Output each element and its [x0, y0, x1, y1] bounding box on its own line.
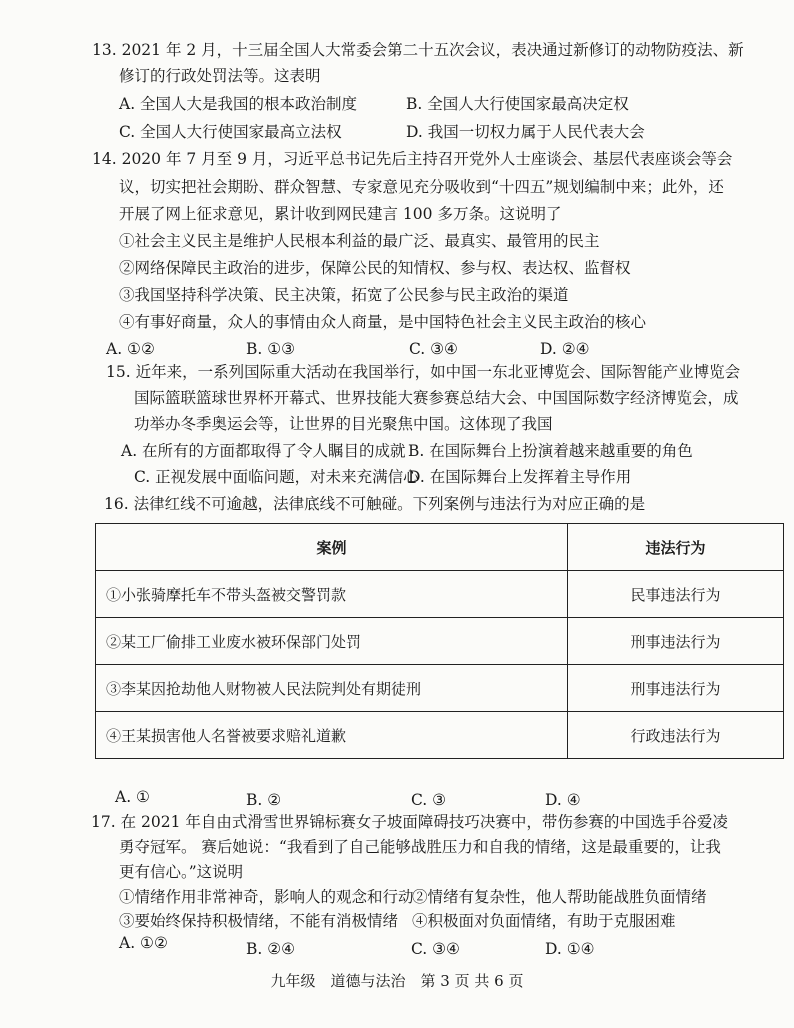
table-cell-violation: 行政违法行为	[568, 712, 784, 759]
q13-option-c: C. 全国人大行使国家最高立法权	[119, 123, 342, 141]
table-cell-case: ③李某因抢劫他人财物被人民法院判处有期徒刑	[96, 665, 568, 712]
q16-option-a: A. ①	[115, 788, 150, 806]
table-cell-violation: 刑事违法行为	[568, 618, 784, 665]
q13-option-d: D. 我国一切权力属于人民代表大会	[406, 123, 645, 141]
q14-option-d: D. ②④	[540, 340, 590, 358]
q13-option-b: B. 全国人大行使国家最高决定权	[406, 95, 629, 113]
q17-stem-line1: 17. 在 2021 年自由式滑雪世界锦标赛女子坡面障碍技巧决赛中，带伤参赛的中国选手谷爱凌	[91, 813, 728, 831]
q17-item-2: ②情绪有复杂性，他人帮助能战胜负面情绪	[412, 888, 707, 906]
q17-option-b: B. ②④	[246, 940, 296, 958]
q17-stem-line3: 更有信心。”这说明	[119, 863, 244, 881]
q17-option-a: A. ①②	[119, 934, 168, 952]
q15-stem-line1: 15. 近年来，一系列国际重大活动在我国举行，如中国一东北亚博览会、国际智能产业博览会	[106, 363, 741, 381]
table-cell-case: ④王某损害他人名誉被要求赔礼道歉	[96, 712, 568, 759]
table-header-violation: 违法行为	[568, 524, 784, 571]
q17-option-d: D. ①④	[545, 940, 595, 958]
table-row	[96, 665, 784, 712]
q14-item-1: ①社会主义民主是维护人民根本利益的最广泛、最真实、最管用的民主	[119, 232, 600, 250]
q13-stem-line2: 修订的行政处罚法等。这表明	[119, 67, 321, 85]
q15-option-b: B. 在国际舞台上扮演着越来越重要的角色	[408, 442, 693, 460]
q14-item-3: ③我国坚持科学决策、民主决策，拓宽了公民参与民主政治的渠道	[119, 286, 569, 304]
table-cell-case: ①小张骑摩托车不带头盔被交警罚款	[96, 571, 568, 618]
q15-stem-line3: 功举办冬季奥运会等，让世界的目光聚焦中国。这体现了我国	[134, 415, 553, 433]
table-header-case: 案例	[96, 524, 568, 571]
q17-item-4: ④积极面对负面情绪，有助于克服困难	[412, 912, 676, 930]
table-cell-case: ②某工厂偷排工业废水被环保部门处罚	[96, 618, 568, 665]
page-footer: 九年级 道德与法治 第 3 页 共 6 页	[270, 972, 524, 990]
q16-option-b: B. ②	[246, 791, 282, 809]
q17-item-1: ①情绪作用非常神奇，影响人的观念和行动	[119, 888, 414, 906]
q14-stem-line3: 开展了网上征求意见，累计收到网民建言 100 多万条。这说明了	[119, 205, 562, 223]
table-row	[96, 712, 784, 759]
table-row	[96, 571, 784, 618]
q17-stem-line2: 勇夺冠军。 赛后她说：“我看到了自己能够战胜压力和自我的情绪，这是最重要的，让我	[119, 838, 721, 856]
q15-stem-line2: 国际篮联篮球世界杯开幕式、世界技能大赛参赛总结大会、中国国际数字经济博览会，成	[134, 389, 739, 407]
q14-option-a: A. ①②	[106, 340, 155, 358]
q15-option-c: C. 正视发展中面临问题，对未来充满信心	[134, 468, 419, 486]
q15-option-d: D. 在国际舞台上发挥着主导作用	[408, 468, 632, 486]
q14-option-b: B. ①③	[246, 340, 296, 358]
q14-stem-line1: 14. 2020 年 7 月至 9 月，习近平总书记先后主持召开党外人士座谈会、基层代表座谈会等会	[92, 150, 733, 168]
q13-stem-line1: 13. 2021 年 2 月，十三届全国人大常委会第二十五次会议，表决通过新修订的动物防疫法、新	[92, 41, 744, 59]
q14-stem-line2: 议，切实把社会期盼、群众智慧、专家意见充分吸收到“十四五”规划编制中来；此外，还	[119, 178, 724, 196]
q16-case-table	[95, 523, 784, 759]
table-cell-violation: 刑事违法行为	[568, 665, 784, 712]
q15-option-a: A. 在所有的方面都取得了令人瞩目的成就	[121, 442, 406, 460]
q17-item-3: ③要始终保持积极情绪，不能有消极情绪	[119, 912, 399, 930]
table-header-row	[96, 524, 784, 571]
q16-option-c: C. ③	[411, 791, 447, 809]
q17-option-c: C. ③④	[411, 940, 460, 958]
table-row	[96, 618, 784, 665]
q13-option-a: A. 全国人大是我国的根本政治制度	[119, 95, 358, 113]
q14-item-2: ②网络保障民主政治的进步，保障公民的知情权、参与权、表达权、监督权	[119, 259, 631, 277]
table-cell-violation: 民事违法行为	[568, 571, 784, 618]
q16-stem: 16. 法律红线不可逾越，法律底线不可触碰。下列案例与违法行为对应正确的是	[104, 495, 646, 513]
q16-option-d: D. ④	[545, 791, 581, 809]
q14-item-4: ④有事好商量，众人的事情由众人商量，是中国特色社会主义民主政治的核心	[119, 313, 647, 331]
q14-option-c: C. ③④	[409, 340, 458, 358]
